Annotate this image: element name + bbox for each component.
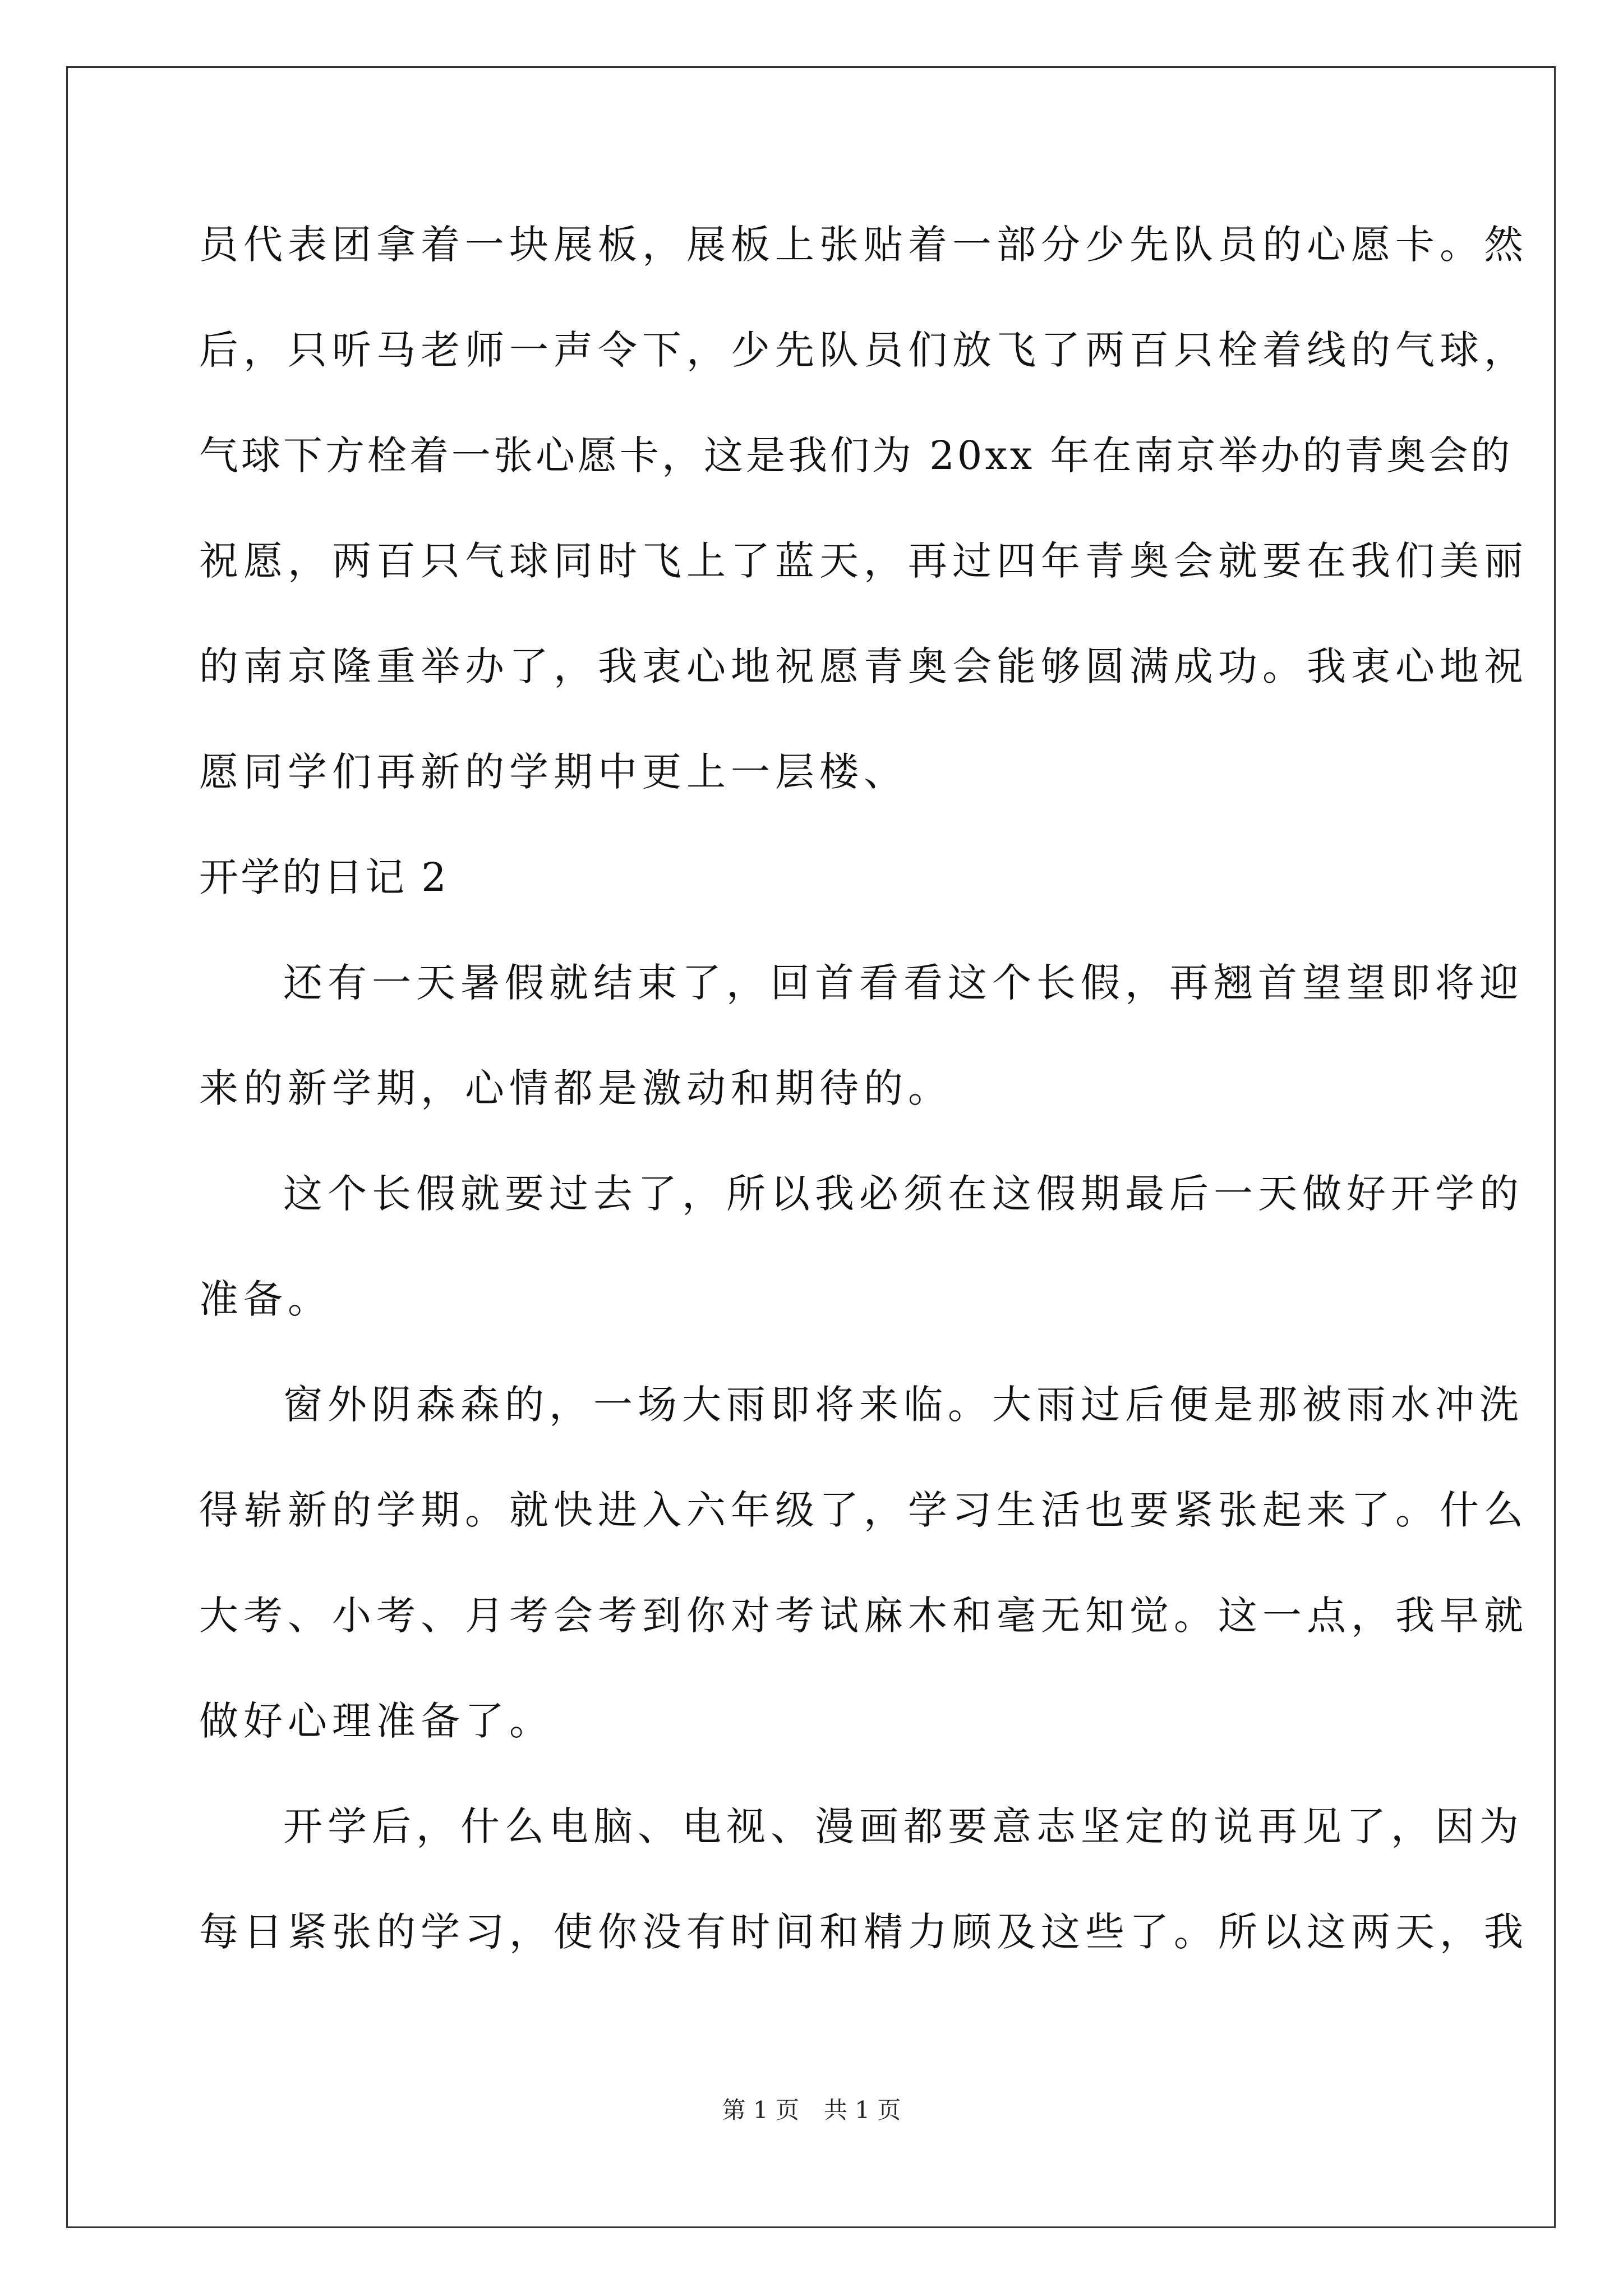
paragraph-line: 每日紧张的学习，使你没有时间和精力顾及这些了。所以这两天，我 bbox=[199, 1909, 1528, 1955]
text-line: 祝愿，两百只气球同时飞上了蓝天，再过四年青奥会就要在我们美丽 bbox=[199, 538, 1528, 584]
paragraph-line: 来的新学期，心情都是激动和期待的。 bbox=[199, 1065, 952, 1111]
document-body bbox=[199, 220, 1528, 2013]
page-total: 共 1 页 bbox=[824, 2096, 901, 2124]
page-number: 第 1 页 bbox=[722, 2096, 799, 2124]
paragraph-line: 还有一天暑假就结束了，回首看看这个长假，再翘首望望即将迎 bbox=[283, 960, 1524, 1006]
text-line: 的南京隆重举办了，我衷心地祝愿青奥会能够圆满成功。我衷心地祝 bbox=[199, 643, 1528, 689]
paragraph-line: 得崭新的学期。就快进入六年级了，学习生活也要紧张起来了。什么 bbox=[199, 1487, 1528, 1533]
page-footer bbox=[0, 2092, 1623, 2125]
paragraph-line: 这个长假就要过去了，所以我必须在这假期最后一天做好开学的 bbox=[283, 1171, 1524, 1217]
section-heading: 开学的日记 2 bbox=[199, 854, 449, 900]
paragraph-line: 大考、小考、月考会考到你对考试麻木和毫无知觉。这一点，我早就 bbox=[199, 1593, 1528, 1639]
paragraph-line: 准备。 bbox=[199, 1276, 332, 1322]
paragraph-line: 做好心理准备了。 bbox=[199, 1698, 554, 1744]
text-line: 后，只听马老师一声令下，少先队员们放飞了两百只栓着线的气球， bbox=[199, 327, 1528, 373]
text-line: 愿同学们再新的学期中更上一层楼、 bbox=[199, 749, 908, 795]
text-line: 气球下方栓着一张心愿卡，这是我们为 20xx 年在南京举办的青奥会的 bbox=[199, 432, 1513, 478]
paragraph-line: 窗外阴森森的，一场大雨即将来临。大雨过后便是那被雨水冲洗 bbox=[283, 1382, 1524, 1428]
text-line: 员代表团拿着一块展板，展板上张贴着一部分少先队员的心愿卡。然 bbox=[199, 222, 1528, 268]
paragraph-line: 开学后，什么电脑、电视、漫画都要意志坚定的说再见了，因为 bbox=[283, 1803, 1524, 1849]
